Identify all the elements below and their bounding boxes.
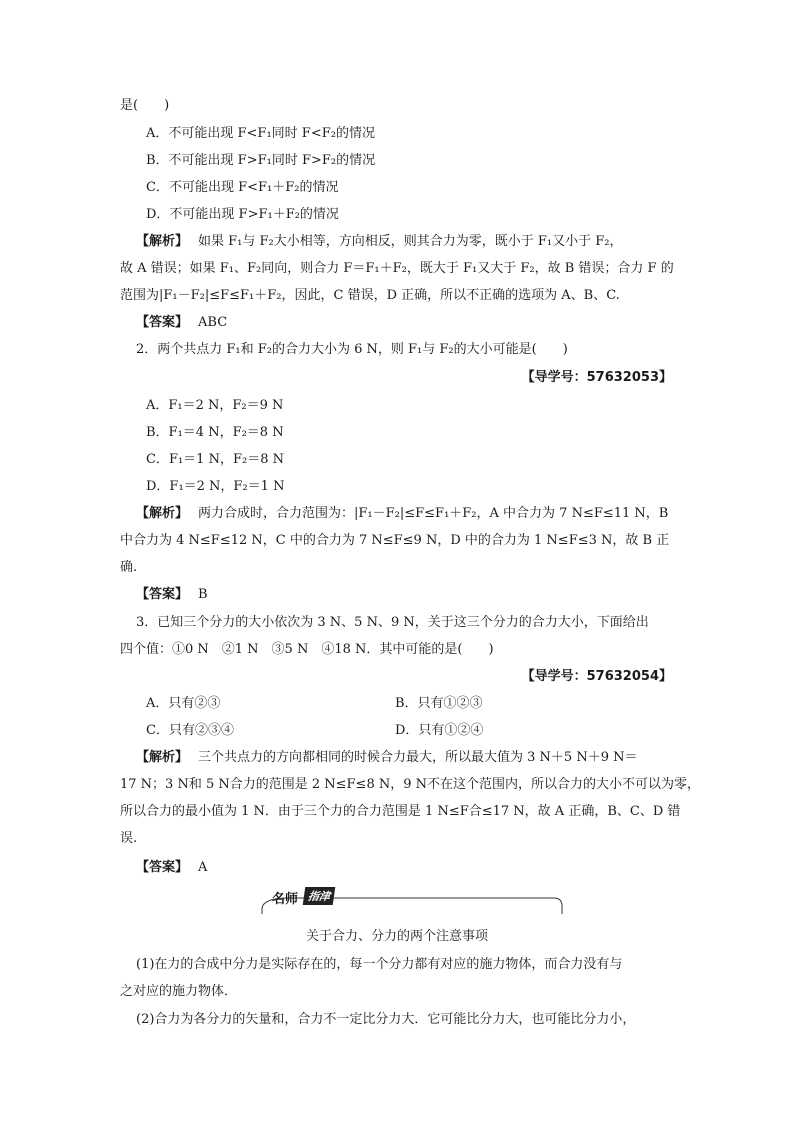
- tip-title: 关于合力、分力的两个注意事项: [305, 929, 488, 944]
- q1-option-d: D．不可能出现 F>F₁＋F₂的情况: [146, 207, 339, 222]
- q1-option-a: A．不可能出现 F<F₁同时 F<F₂的情况: [146, 126, 375, 141]
- q2-answer-value: B: [198, 587, 208, 602]
- q1-analysis-label: 【解析】: [136, 234, 189, 249]
- q1-option-c: C．不可能出现 F<F₁＋F₂的情况: [146, 180, 339, 195]
- teacher-tip-header: [258, 882, 566, 916]
- q1-answer: [136, 313, 227, 333]
- q3-option-c: C．只有②③④: [146, 723, 234, 738]
- q2-guide-number: 【导学号：57632053】: [521, 370, 672, 385]
- q1-analysis-line-2: 故 A 错误；如果 F₁、F₂同向，则合力 F＝F₁＋F₂，既大于 F₁又大于 F₂，故 B 错误；合力 F 的: [120, 261, 674, 276]
- q2-option-d: D．F₁＝2 N，F₂＝1 N: [146, 479, 285, 494]
- q3-stem-line-1: 3．已知三个分力的大小依次为 3 N、5 N、9 N，关于这三个分力的合力大小，下面给出: [136, 615, 649, 630]
- q3-analysis-text: 三个共点力的方向都相同的时候合力最大，所以最大值为 3 N＋5 N＋9 N＝: [198, 750, 638, 765]
- q1-answer-label: 【答案】: [136, 315, 189, 330]
- q3-option-b: B．只有①②③: [395, 696, 483, 711]
- q2-option-b: B．F₁＝4 N，F₂＝8 N: [146, 425, 284, 440]
- tip-tag-name: 名师: [272, 892, 299, 907]
- q3-analysis-line-2: 17 N；3 N和 5 N合力的范围是 2 N≤F≤8 N，9 N不在这个范围内，所以合力的大小不可以为零，: [120, 777, 701, 792]
- q3-stem-line-2: 四个值：①0 N ②1 N ③5 N ④18 N．其中可能的是( ): [120, 642, 494, 657]
- q2-analysis-line-2: 中合力为 4 N≤F≤12 N，C 中的合力为 7 N≤F≤9 N，D 中的合力为 1 N≤F≤3 N，故 B 正: [120, 533, 670, 548]
- q3-analysis-label: 【解析】: [136, 750, 189, 765]
- q1-stem-tail: 是( ): [120, 98, 170, 113]
- q1-analysis-line-3: 范围为|F₁－F₂|≤F≤F₁＋F₂，因此，C 错误，D 正确，所以不正确的选项为 A、B、C.: [120, 288, 620, 303]
- q3-analysis-line-4: 误.: [120, 831, 138, 846]
- q2-option-c: C．F₁＝1 N，F₂＝8 N: [146, 452, 284, 467]
- q2-analysis-line-1: [136, 504, 668, 524]
- q3-analysis-line-3: 所以合力的最小值为 1 N．由于三个力的合力范围是 1 N≤F合≤17 N，故 A 正确，B、C、D 错: [120, 804, 681, 819]
- q2-option-a: A．F₁＝2 N，F₂＝9 N: [146, 398, 284, 413]
- q2-analysis-text: 两力合成时，合力范围为：|F₁－F₂|≤F≤F₁＋F₂，A 中合力为 7 N≤F≤11 N，B: [198, 506, 669, 521]
- q3-option-a: A．只有②③: [146, 696, 221, 711]
- q3-guide-number: 【导学号：57632054】: [521, 669, 672, 684]
- q2-stem: 2．两个共点力 F₁和 F₂的合力大小为 6 N，则 F₁与 F₂的大小可能是( ): [136, 342, 568, 357]
- q2-answer: [136, 585, 208, 605]
- q2-analysis-line-3: 确.: [120, 560, 138, 575]
- q1-option-b: B．不可能出现 F>F₁同时 F>F₂的情况: [146, 153, 376, 168]
- tip-tag-badge: 指津: [303, 887, 336, 905]
- tip-paragraph-1: (1)在力的合成中分力是实际存在的，每一个分力都有对应的施力物体，而合力没有与: [136, 957, 623, 972]
- q3-answer-value: A: [198, 860, 208, 875]
- tip-paragraph-2: (2)合力为各分力的矢量和，合力不一定比分力大．它可能比分力大，也可能比分力小，: [136, 1012, 636, 1027]
- q3-answer-label: 【答案】: [136, 860, 189, 875]
- q3-option-d: D．只有①②④: [395, 723, 484, 738]
- q1-analysis-text: 如果 F₁与 F₂大小相等，方向相反，则其合力为零，既小于 F₁又小于 F₂，: [198, 234, 623, 249]
- q1-analysis-line-1: [136, 232, 622, 252]
- q2-analysis-label: 【解析】: [136, 506, 189, 521]
- tip-paragraph-1-cont: 之对应的施力物体．: [120, 984, 238, 999]
- q2-answer-label: 【答案】: [136, 587, 189, 602]
- q3-answer: [136, 858, 207, 878]
- q1-answer-value: ABC: [198, 315, 228, 330]
- q3-analysis-line-1: [136, 748, 637, 768]
